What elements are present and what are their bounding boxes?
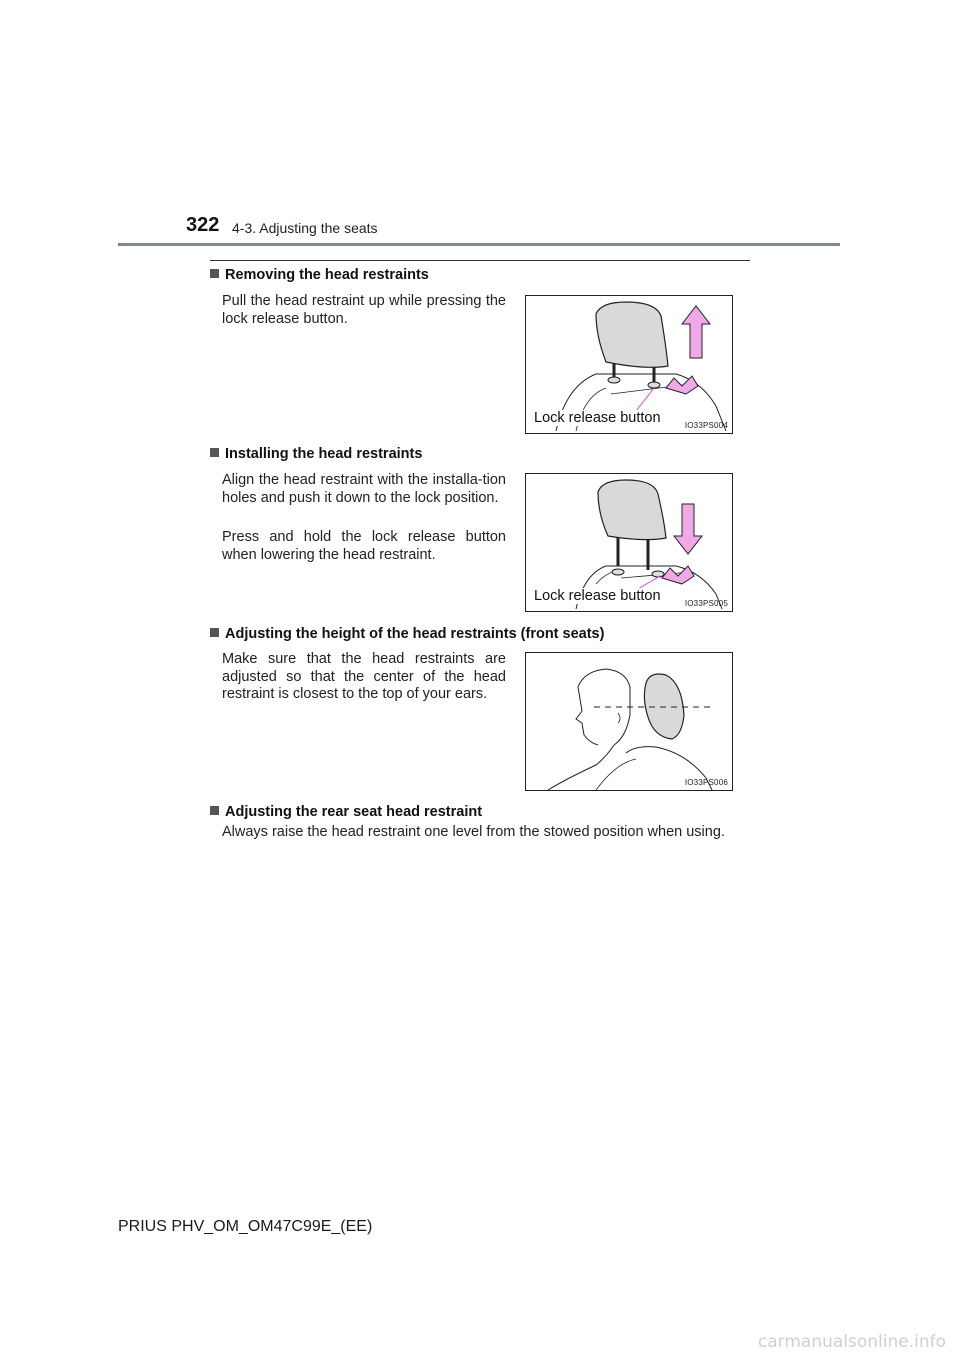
paragraph-adjusting-rear: Always raise the head restraint one level from the stowed position when using. [222,824,725,840]
paragraph-installing-2: Press and hold the lock release button when lowering the head restraint. [222,529,506,563]
figure-adjusting-front [525,652,733,791]
paragraph-adjusting-front: Make sure that the head restraints are adjusted so that the center of the head restraint is closest to the top of your ears. [222,651,506,702]
page-number: 322 [186,214,220,236]
figure-installing [525,473,733,612]
heading-adjusting-rear [210,804,482,820]
square-bullet-icon [210,806,219,815]
press-arrow-icon [662,566,694,584]
figure-label: Lock release button [534,410,661,426]
section-title: 4-3. Adjusting the seats [232,220,378,236]
paragraph-installing-1: Align the head restraint with the installa-tion holes and push it down to the lock position. [222,472,506,506]
paragraph-removing: Pull the head restraint up while pressing the lock release button. [222,293,506,327]
figure-label: Lock release button [534,588,661,604]
heading-text: Adjusting the rear seat head restraint [225,804,483,820]
heading-text: Removing the head restraints [225,267,429,283]
heading-removing [210,267,429,283]
heading-adjusting-front [210,626,604,642]
watermark: carmanualsonline.info [757,1332,946,1352]
header-rule [118,243,840,246]
head-restraint-height-illustration [526,653,732,790]
arrow-down-icon [674,504,702,554]
content-rule [210,260,750,261]
figure-code: IO33PS005 [684,599,728,608]
figure-code: IO33PS004 [684,421,728,430]
heading-text: Adjusting the height of the head restraints (front seats) [225,626,605,642]
square-bullet-icon [210,628,219,637]
figure-code: IO33PS006 [684,778,728,787]
arrow-up-icon [682,306,710,358]
footer-doc-id: PRIUS PHV_OM_OM47C99E_(EE) [118,1218,373,1235]
heading-installing [210,446,422,462]
heading-text: Installing the head restraints [225,446,423,462]
square-bullet-icon [210,448,219,457]
square-bullet-icon [210,269,219,278]
figure-removing [525,295,733,434]
